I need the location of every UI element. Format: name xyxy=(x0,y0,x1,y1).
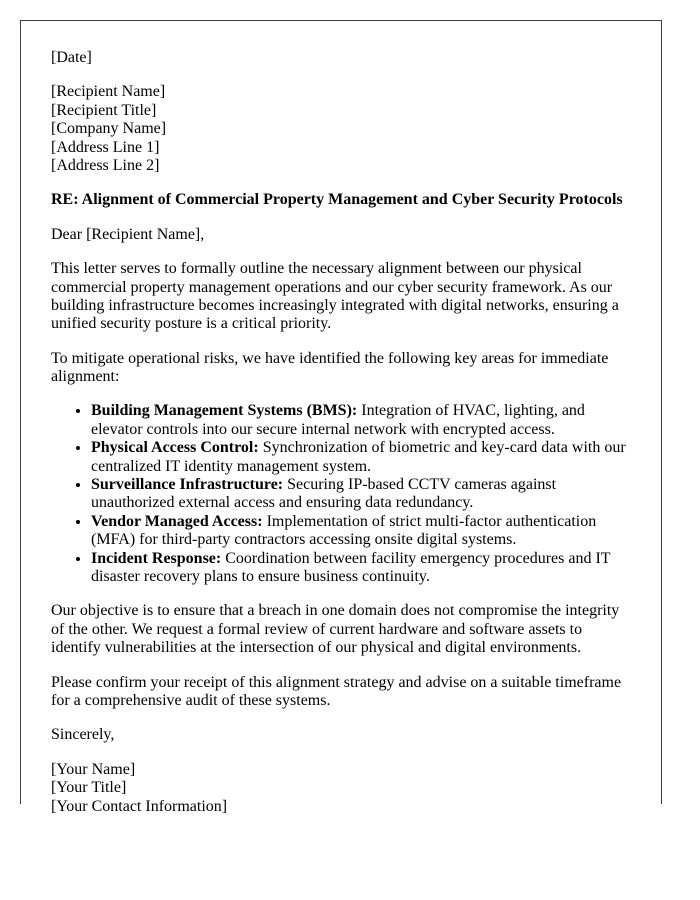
list-item xyxy=(91,476,631,513)
subject-line: RE: Alignment of Commercial Property Management and Cyber Security Protocols xyxy=(51,191,623,209)
key-areas-list xyxy=(51,402,631,586)
list-item xyxy=(91,402,631,439)
bullet-label: Building Management Systems (BMS): xyxy=(91,402,358,420)
list-item xyxy=(91,513,631,550)
salutation: Dear [Recipient Name], xyxy=(51,225,205,243)
paragraph-closing-request: Please confirm your receipt of this alignment strategy and advise on a suitable timeframe for a comprehensive audit of these systems. xyxy=(51,673,622,709)
recipient-address-block xyxy=(51,83,631,175)
address-line-2-placeholder: [Address Line 2] xyxy=(51,156,160,174)
address-line-1-placeholder: [Address Line 1] xyxy=(51,138,160,156)
bullet-text: Coordination between facility emergency procedures and IT disaster recovery plans to ensure business continuity. xyxy=(91,549,611,585)
bullet-text: Integration of HVAC, lighting, and elevator controls into our secure internal network with encrypted access. xyxy=(91,402,585,438)
list-item xyxy=(91,550,631,587)
bullet-text: Synchronization of biometric and key-card data with our centralized IT identity management system. xyxy=(91,439,626,475)
signature-block xyxy=(51,761,631,816)
bullet-label: Physical Access Control: xyxy=(91,439,259,457)
bullet-label: Vendor Managed Access: xyxy=(91,512,263,530)
date-placeholder: [Date] xyxy=(51,49,92,66)
recipient-name-placeholder: [Recipient Name] xyxy=(51,83,166,101)
paragraph-objective: Our objective is to ensure that a breach in one domain does not compromise the integrity of the other. We request a formal review of current hardware and software assets to identify vulnerabilities at the intersection of our physical and digital environments. xyxy=(51,602,620,657)
letter-document xyxy=(20,20,662,815)
bullet-text: Implementation of strict multi-factor authentication (MFA) for third-party contractors accessing onsite digital systems. xyxy=(91,512,597,549)
your-name-placeholder: [Your Name] xyxy=(51,760,136,778)
paragraph-lead-in: To mitigate operational risks, we have identified the following key areas for immediate alignment: xyxy=(51,349,609,386)
bullet-text: Securing IP-based CCTV cameras against unauthorized external access and ensuring data redundancy. xyxy=(91,476,557,512)
bullet-label: Surveillance Infrastructure: xyxy=(91,476,284,494)
sign-off: Sincerely, xyxy=(51,726,115,744)
your-title-placeholder: [Your Title] xyxy=(51,779,127,797)
list-item xyxy=(91,439,631,476)
bullet-label: Incident Response: xyxy=(91,549,222,567)
paragraph-intro: This letter serves to formally outline the necessary alignment between our physical commercial property management operations and our cyber security framework. As our building infrastructure becomes increasingly integrated with digital networks, ensuring a unified security posture is a critical priority. xyxy=(51,260,619,333)
recipient-title-placeholder: [Recipient Title] xyxy=(51,101,157,119)
company-name-placeholder: [Company Name] xyxy=(51,120,167,138)
your-contact-placeholder: [Your Contact Information] xyxy=(51,797,228,815)
